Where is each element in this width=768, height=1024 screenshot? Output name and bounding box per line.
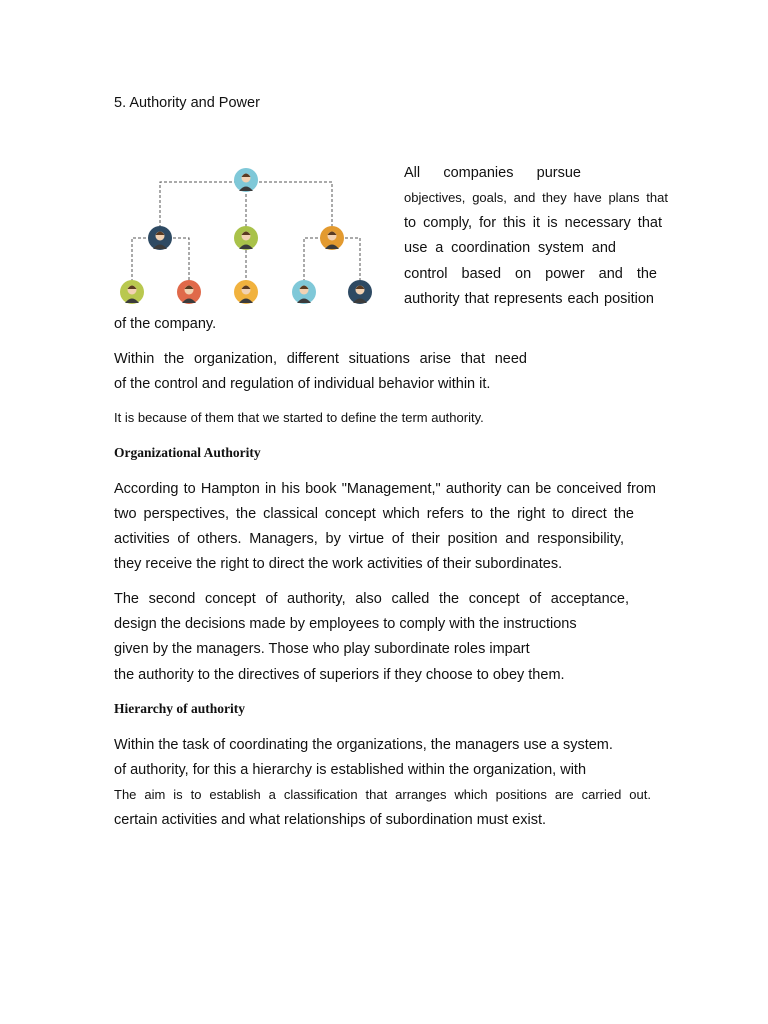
page-title: 5. Authority and Power bbox=[114, 95, 260, 111]
s1p1-line-3: activities of others. Managers, by virtue of their position and responsibility, bbox=[114, 531, 624, 547]
section-heading-hierarchy-of-authority: Hierarchy of authority bbox=[114, 701, 245, 716]
avatar-mid-3 bbox=[320, 226, 344, 250]
avatar-bottom-1 bbox=[120, 280, 144, 304]
s1p2-line-3: given by the managers. Those who play subordinate roles impart bbox=[114, 641, 530, 657]
s2-line-4: certain activities and what relationships of subordination must exist. bbox=[114, 812, 546, 828]
avatar-mid-1 bbox=[148, 226, 172, 250]
intro-line-3: to comply, for this it is necessary that bbox=[404, 215, 662, 231]
s1p1-line-1: According to Hampton in his book "Management," authority can be conceived from bbox=[114, 481, 656, 497]
avatar-top bbox=[234, 168, 258, 192]
intro-line-2: objectives, goals, and they have plans that bbox=[404, 190, 668, 205]
intro-tail: of the company. bbox=[114, 316, 217, 332]
org-chart-illustration bbox=[112, 158, 382, 310]
para3: It is because of them that we started to define the term authority. bbox=[114, 410, 484, 425]
s2-line-1: Within the task of coordinating the organizations, the managers use a system. bbox=[114, 737, 613, 753]
avatar-bottom-5 bbox=[348, 280, 372, 304]
s1p2-line-4: the authority to the directives of superiors if they choose to obey them. bbox=[114, 667, 565, 683]
avatar-bottom-4 bbox=[292, 280, 316, 304]
s1p1-line-2: two perspectives, the classical concept which refers to the right to direct the bbox=[114, 506, 634, 522]
para2-line-1: Within the organization, different situations arise that need bbox=[114, 351, 527, 367]
s1p1-line-4: they receive the right to direct the work activities of their subordinates. bbox=[114, 556, 563, 572]
s1p2-line-1: The second concept of authority, also called the concept of acceptance, bbox=[114, 591, 629, 607]
intro-line-4: use a coordination system and bbox=[404, 240, 616, 256]
s2-line-3: The aim is to establish a classification that arranges which positions are carried out. bbox=[114, 787, 651, 802]
avatar-bottom-2 bbox=[177, 280, 201, 304]
intro-line-6: authority that represents each position bbox=[404, 291, 654, 307]
para2-line-2: of the control and regulation of individual behavior within it. bbox=[114, 376, 491, 392]
s2-line-2: of authority, for this a hierarchy is established within the organization, with bbox=[114, 762, 587, 778]
intro-line-1: All companies pursue bbox=[404, 165, 581, 181]
s1p2-line-2: design the decisions made by employees to comply with the instructions bbox=[114, 616, 577, 632]
intro-line-5: control based on power and the bbox=[404, 266, 657, 282]
section-heading-organizational-authority: Organizational Authority bbox=[114, 445, 261, 460]
avatar-mid-2 bbox=[234, 226, 258, 250]
avatar-bottom-3 bbox=[234, 280, 258, 304]
